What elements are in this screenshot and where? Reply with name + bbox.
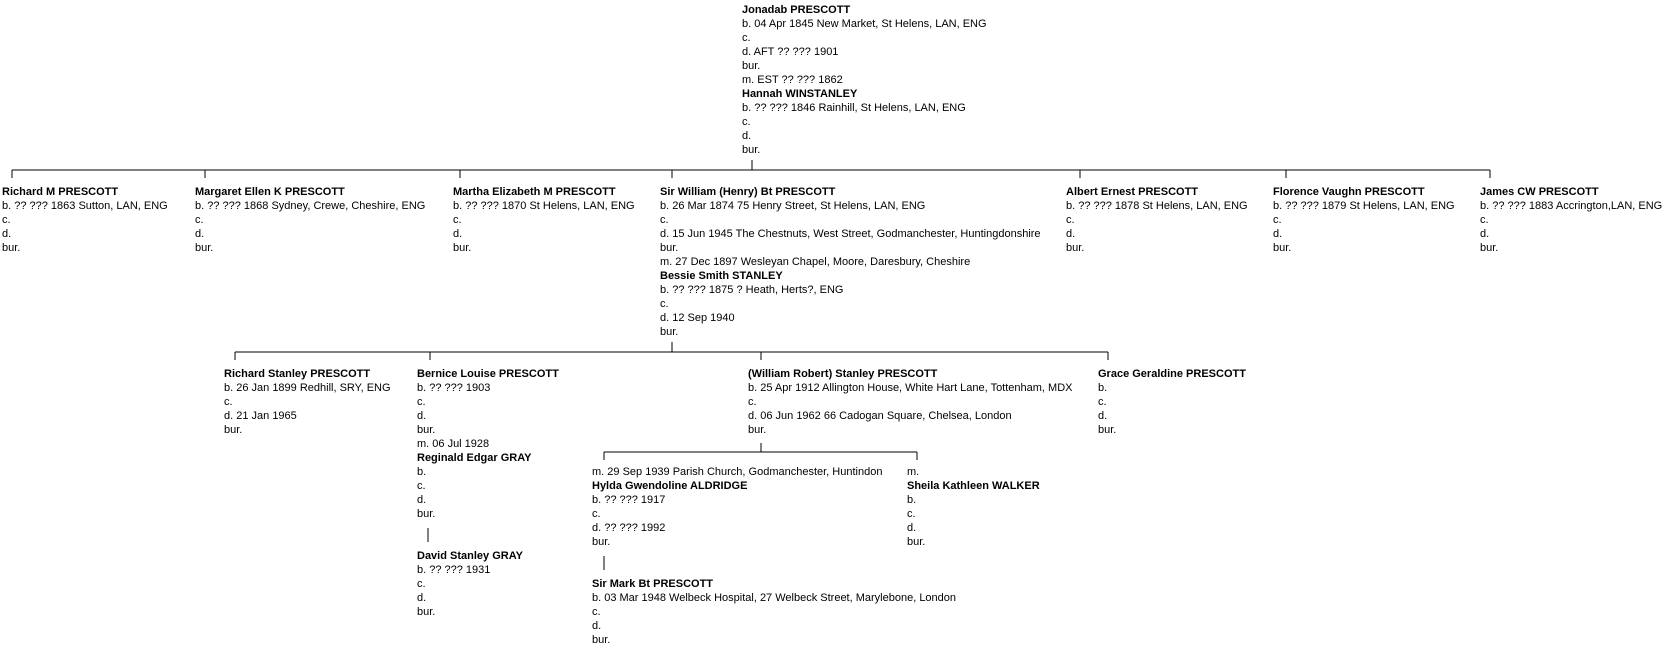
person-jonadab-prescott[interactable]	[742, 3, 987, 157]
person-detail-line: c.	[742, 116, 751, 128]
person-detail-line: m.	[907, 466, 920, 478]
person-detail-line: d. 12 Sep 1940	[660, 312, 735, 324]
person-detail-line: d. 06 Jun 1962 66 Cadogan Square, Chelsea, London	[748, 410, 1012, 422]
person-detail-line: c.	[1480, 214, 1489, 226]
person-name: Richard Stanley PRESCOTT	[224, 368, 371, 380]
person-detail-line: b. ?? ??? 1870 St Helens, LAN, ENG	[453, 200, 635, 212]
person-detail-line: bur.	[224, 424, 243, 436]
person-james-cw-prescott[interactable]	[1480, 185, 1662, 255]
person-name: Sir William (Henry) Bt PRESCOTT	[660, 186, 836, 198]
person-detail-line: b. 04 Apr 1845 New Market, St Helens, LAN, ENG	[742, 18, 987, 30]
person-detail-line: bur.	[1066, 242, 1085, 254]
person-detail-line: bur.	[592, 634, 611, 646]
person-margaret-ellen-k-prescott[interactable]	[195, 185, 425, 255]
person-name: Jonadab PRESCOTT	[742, 4, 851, 16]
person-detail-line: m. 29 Sep 1939 Parish Church, Godmanchester, Huntindon	[592, 466, 883, 478]
person-detail-line: b.	[907, 494, 917, 506]
person-detail-line: bur.	[417, 606, 436, 618]
person-detail-line: b.	[1098, 382, 1108, 394]
person-detail-line: c.	[417, 396, 426, 408]
person-sir-william-henry-bt-prescott[interactable]	[660, 185, 1041, 339]
person-detail-line: d.	[1273, 228, 1283, 240]
person-detail-line: d.	[453, 228, 463, 240]
person-william-robert-stanley-prescott[interactable]	[748, 367, 1072, 437]
person-detail-line: bur.	[748, 424, 767, 436]
person-detail-line: c.	[907, 508, 916, 520]
person-detail-line: d.	[2, 228, 12, 240]
person-detail-line: b. ?? ??? 1883 Accrington,LAN, ENG	[1480, 200, 1663, 212]
person-detail-line: c.	[742, 32, 751, 44]
person-detail-line: c.	[2, 214, 11, 226]
person-name: Grace Geraldine PRESCOTT	[1098, 368, 1246, 380]
person-detail-line: bur.	[2, 242, 21, 254]
person-name: Albert Ernest PRESCOTT	[1066, 186, 1199, 198]
person-detail-line: c.	[592, 606, 601, 618]
person-name: (William Robert) Stanley PRESCOTT	[748, 368, 938, 380]
person-detail-line: d.	[1098, 410, 1108, 422]
person-detail-line: d. ?? ??? 1992	[592, 522, 666, 534]
person-detail-line: c.	[1273, 214, 1282, 226]
person-detail-line: d.	[417, 410, 427, 422]
person-albert-ernest-prescott[interactable]	[1066, 185, 1248, 255]
person-detail-line: bur.	[195, 242, 214, 254]
person-detail-line: b. 26 Jan 1899 Redhill, SRY, ENG	[224, 382, 391, 394]
person-detail-line: b. ?? ??? 1875 ? Heath, Herts?, ENG	[660, 284, 844, 296]
person-name: Sir Mark Bt PRESCOTT	[592, 578, 714, 590]
person-detail-line: c.	[195, 214, 204, 226]
person-detail-line: m. EST ?? ??? 1862	[742, 74, 843, 86]
person-name: Florence Vaughn PRESCOTT	[1273, 186, 1425, 198]
person-detail-line: bur.	[742, 60, 761, 72]
person-detail-line: d.	[1066, 228, 1076, 240]
person-detail-line: c.	[224, 396, 233, 408]
person-detail-line: b. ?? ??? 1846 Rainhill, St Helens, LAN, ENG	[742, 102, 966, 114]
person-detail-line: b. 25 Apr 1912 Allington House, White Hart Lane, Tottenham, MDX	[748, 382, 1073, 394]
person-richard-m-prescott[interactable]	[2, 185, 168, 255]
person-martha-elizabeth-m-prescott[interactable]	[453, 185, 635, 255]
person-name: Reginald Edgar GRAY	[417, 452, 532, 464]
person-detail-line: bur.	[660, 326, 679, 338]
person-detail-line: d.	[907, 522, 917, 534]
person-hylda-gwendoline-aldridge[interactable]	[592, 465, 882, 549]
person-detail-line: b. ?? ??? 1903	[417, 382, 491, 394]
person-name: Bernice Louise PRESCOTT	[417, 368, 559, 380]
person-detail-line: m. 27 Dec 1897 Wesleyan Chapel, Moore, Daresbury, Cheshire	[660, 256, 971, 268]
person-david-stanley-gray[interactable]	[417, 549, 523, 619]
person-detail-line: b. ?? ??? 1931	[417, 564, 491, 576]
person-detail-line: b. ?? ??? 1868 Sydney, Crewe, Cheshire, ENG	[195, 200, 426, 212]
person-florence-vaughn-prescott[interactable]	[1273, 185, 1455, 255]
person-detail-line: bur.	[453, 242, 472, 254]
person-detail-line: c.	[417, 480, 426, 492]
person-name: James CW PRESCOTT	[1480, 186, 1599, 198]
person-sheila-kathleen-walker[interactable]	[907, 465, 1040, 549]
person-detail-line: d.	[417, 592, 427, 604]
person-name: Martha Elizabeth M PRESCOTT	[453, 186, 616, 198]
person-detail-line: b. ?? ??? 1878 St Helens, LAN, ENG	[1066, 200, 1248, 212]
person-bernice-louise-prescott[interactable]	[417, 367, 559, 521]
person-detail-line: bur.	[417, 508, 436, 520]
person-detail-line: c.	[417, 578, 426, 590]
person-detail-line: c.	[453, 214, 462, 226]
person-detail-line: bur.	[1480, 242, 1499, 254]
person-detail-line: c.	[660, 214, 669, 226]
person-name: Richard M PRESCOTT	[2, 186, 119, 198]
person-detail-line: c.	[748, 396, 757, 408]
person-detail-line: d.	[1480, 228, 1490, 240]
person-detail-line: bur.	[592, 536, 611, 548]
person-detail-line: b. ?? ??? 1863 Sutton, LAN, ENG	[2, 200, 168, 212]
person-detail-line: bur.	[660, 242, 679, 254]
person-name: Hannah WINSTANLEY	[742, 88, 858, 100]
person-name: David Stanley GRAY	[417, 550, 523, 562]
person-detail-line: b. 26 Mar 1874 75 Henry Street, St Helens, LAN, ENG	[660, 200, 926, 212]
person-detail-line: b.	[417, 466, 427, 478]
person-name: Bessie Smith STANLEY	[660, 270, 783, 282]
person-name: Sheila Kathleen WALKER	[907, 480, 1040, 492]
person-detail-line: c.	[592, 508, 601, 520]
person-detail-line: d. AFT ?? ??? 1901	[742, 46, 839, 58]
person-name: Hylda Gwendoline ALDRIDGE	[592, 480, 748, 492]
person-detail-line: d.	[195, 228, 205, 240]
person-detail-line: d. 21 Jan 1965	[224, 410, 297, 422]
person-richard-stanley-prescott[interactable]	[224, 367, 391, 437]
person-detail-line: bur.	[1098, 424, 1117, 436]
person-detail-line: c.	[1066, 214, 1075, 226]
person-name: Margaret Ellen K PRESCOTT	[195, 186, 345, 198]
person-detail-line: d. 15 Jun 1945 The Chestnuts, West Street, Godmanchester, Huntingdonshire	[660, 228, 1041, 240]
person-detail-line: bur.	[742, 144, 761, 156]
person-detail-line: b. 03 Mar 1948 Welbeck Hospital, 27 Welbeck Street, Marylebone, London	[592, 592, 957, 604]
person-detail-line: bur.	[907, 536, 926, 548]
person-grace-geraldine-prescott[interactable]	[1098, 367, 1246, 437]
person-detail-line: c.	[1098, 396, 1107, 408]
person-detail-line: bur.	[417, 424, 436, 436]
person-detail-line: b. ?? ??? 1879 St Helens, LAN, ENG	[1273, 200, 1455, 212]
person-detail-line: m. 06 Jul 1928	[417, 438, 490, 450]
person-detail-line: d.	[592, 620, 602, 632]
person-detail-line: c.	[660, 298, 669, 310]
person-detail-line: d.	[742, 130, 752, 142]
person-detail-line: bur.	[1273, 242, 1292, 254]
person-sir-mark-bt-prescott[interactable]	[592, 577, 956, 647]
person-detail-line: d.	[417, 494, 427, 506]
person-detail-line: b. ?? ??? 1917	[592, 494, 666, 506]
